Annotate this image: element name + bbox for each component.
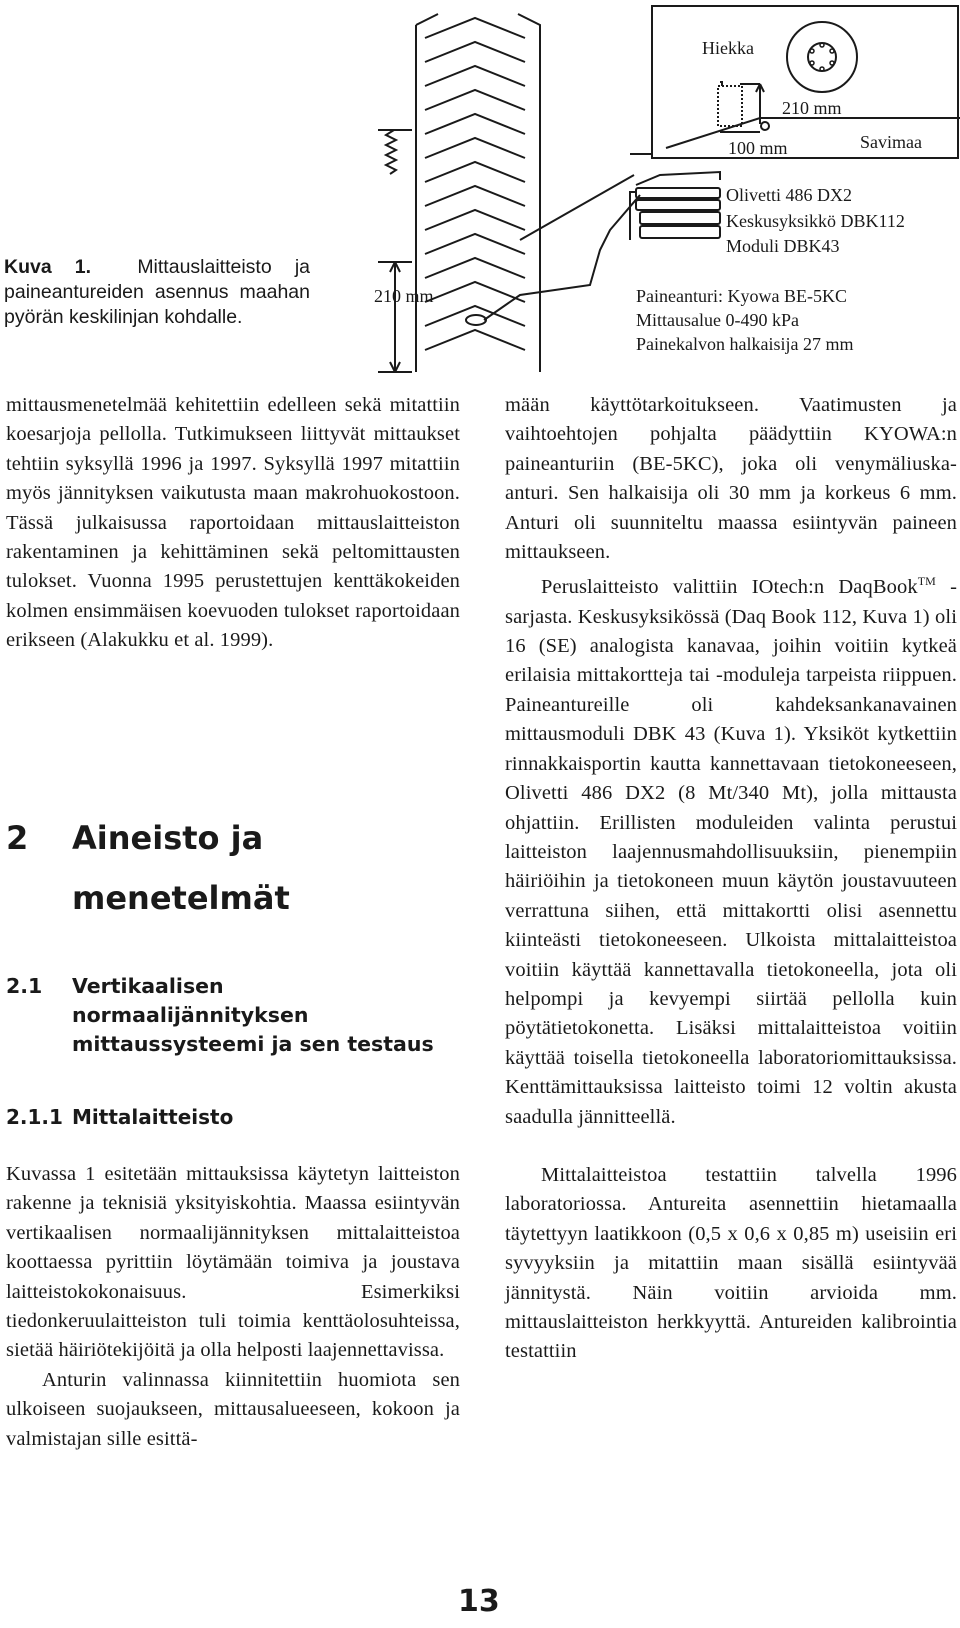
paragraph: Kuvassa 1 esitetään mittauksissa käytetyn laitteiston rakenne ja teknisiä yksityiskohtia. Maassa esiintyvän vertikaalisen normaalijännityksen mittalaitteistoa koottaessa pyrittiin löytämään toimiva ja joustava laitteistokokonaisuus. Esimerkiksi tiedonkeruulaitteiston tuli toimia kenttäolosuhteissa, sietää häiriötekijöitä ja olla helposti laajennettavissa. bbox=[6, 1163, 460, 1362]
label-hiekka: Hiekka bbox=[702, 38, 754, 58]
paragraph: mittausmenetelmää kehitettiin edelleen sekä mitattiin koesarjoja pellolla. Tutkimukseen liittyvät mittaukset tehtiin syksyllä 1996 ja 1997. Syksyllä 1997 mitattiin myös jännityksen vaikutusta maan makrohuokostoon. Tässä julkaisussa raportoidaan mittauslaitteiston rakentaminen ja kehittäminen sekä peltomittausten tulokset. Vuonna 1995 perustettujen kenttäkokeiden kolmen ensimmäisen koevuoden tulokset raportoidaan erikseen (Alakukku et al. 1999). bbox=[6, 394, 460, 652]
page-number: 13 bbox=[458, 1584, 500, 1619]
section-heading bbox=[6, 808, 446, 928]
label-100mm: 100 mm bbox=[728, 138, 788, 158]
label-sensor-2: Mittausalue 0-490 kPa bbox=[636, 310, 799, 330]
section-title-line2: menetelmät bbox=[72, 879, 290, 917]
trademark-mark: TM bbox=[917, 574, 936, 589]
label-computer-1: Olivetti 486 DX2 bbox=[726, 185, 852, 205]
paragraph: Anturin valinnassa kiinnitettiin huomiota sen ulkoiseen suojaukseen, mittausalueeseen, kokoon ja valmistajan sille esittä- bbox=[6, 1368, 460, 1450]
subsection-number: 2.1 bbox=[6, 974, 43, 998]
label-210mm-top: 210 mm bbox=[782, 98, 842, 118]
paragraph: mään käyttötarkoitukseen. Vaatimusten ja vaihtoehtojen pohjalta päädyttiin KYOWA:n paineanturiin (BE-5KC), joka oli venymäliuska-anturi. Sen halkaisija oli 30 mm ja korkeus 6 mm. Anturi oli suunniteltu maassa esiintyvän paineen mittaukseen. bbox=[505, 394, 957, 564]
subsection-heading bbox=[6, 972, 460, 1059]
subsubsection-heading bbox=[6, 1105, 233, 1129]
label-sensor-3: Painekalvon halkaisija 27 mm bbox=[636, 334, 854, 354]
figure-caption-text: Mittauslaitteisto ja paineantureiden asennus maahan pyörän keskilinjan kohdalle. bbox=[4, 256, 310, 328]
sensor-cable bbox=[484, 195, 640, 320]
label-210mm-left: 210 mm bbox=[374, 286, 434, 306]
right-column bbox=[505, 391, 957, 1367]
wheel-icon bbox=[787, 22, 857, 92]
label-sensor-1: Paineanturi: Kyowa BE-5KC bbox=[636, 286, 847, 306]
label-computer-3: Moduli DBK43 bbox=[726, 236, 840, 256]
label-savimaa: Savimaa bbox=[860, 132, 922, 152]
paragraph-part: Peruslaitteisto valittiin IOtech:n DaqBook bbox=[541, 576, 918, 599]
tire-tread bbox=[425, 18, 525, 350]
left-column-body bbox=[6, 1160, 460, 1454]
subsubsection-title: Mittalaitteisto bbox=[72, 1105, 234, 1129]
subsection-title: Vertikaalisen normaalijännityksen mittaussysteemi ja sen testaus bbox=[72, 974, 434, 1056]
paragraph: Mittalaitteistoa testattiin talvella 1996 laboratoriossa. Antureita asennettiin hietamaalla täytettyyn laatikkoon (0,5 x 0,6 x 0,85 m) useisiin eri syvyyksiin ja mitattiin maan sisällä esiintyvää jännitystä. Näin voitiin arvioida mm. mittauslaitteiston herkkyyttä. Antureiden kalibrointia testattiin bbox=[505, 1163, 957, 1363]
subsubsection-number: 2.1.1 bbox=[6, 1105, 63, 1129]
section-number: 2 bbox=[6, 819, 29, 857]
paragraph bbox=[505, 567, 957, 1132]
left-column-intro bbox=[6, 391, 460, 656]
figure-caption-label: Kuva 1. bbox=[4, 256, 92, 278]
paragraph-part: -sarjasta. Keskusyksikössä (Daq Book 112, Kuva 1) oli 16 (SE) analogista kanavaa, joihin voitiin kytkeä erilaisia mittakortteja tai -moduleja tarpeista riippuen. Paineantureille oli kahdeksankanavainen mittausmoduli DBK 43 (Kuva 1). Yksiköt kytkettiin rinnakkaisportin kautta kannettavaan tietokoneeseen, Olivetti 486 DX2 (8 Mt/340 Mt), jolla mittausta ohjattiin. Erillisten moduleiden valinta perustui laitteiston laajennusmahdollisuuksiin, pienempiin häiriöihin ja tietokoneen muun käytön joustavuuteen verrattuna siihen, että mittakortti olisi asennettu kiinteästi tietokoneeseen. Ulkoista mittalaitteistoa voitiin käyttää kannettavalla tietokoneella, jota oli helpompi ja kevyempi siirtää pellolla kuin pöytätietokonetta. Lisäksi mittalaitteistoa voitiin käyttää toisella tietokoneella laboratoriomittauksissa. Kenttämittauksissa laitteisto toimi 12 voltin akusta saadulla jännitteellä. bbox=[505, 576, 958, 1128]
computer-stack-icon bbox=[630, 172, 720, 240]
measurement-setup-figure bbox=[0, 0, 960, 380]
ground-line-icon bbox=[386, 130, 396, 174]
label-computer-2: Keskusyksikkö DBK112 bbox=[726, 211, 905, 231]
section-title-line1: Aineisto ja bbox=[72, 819, 264, 857]
